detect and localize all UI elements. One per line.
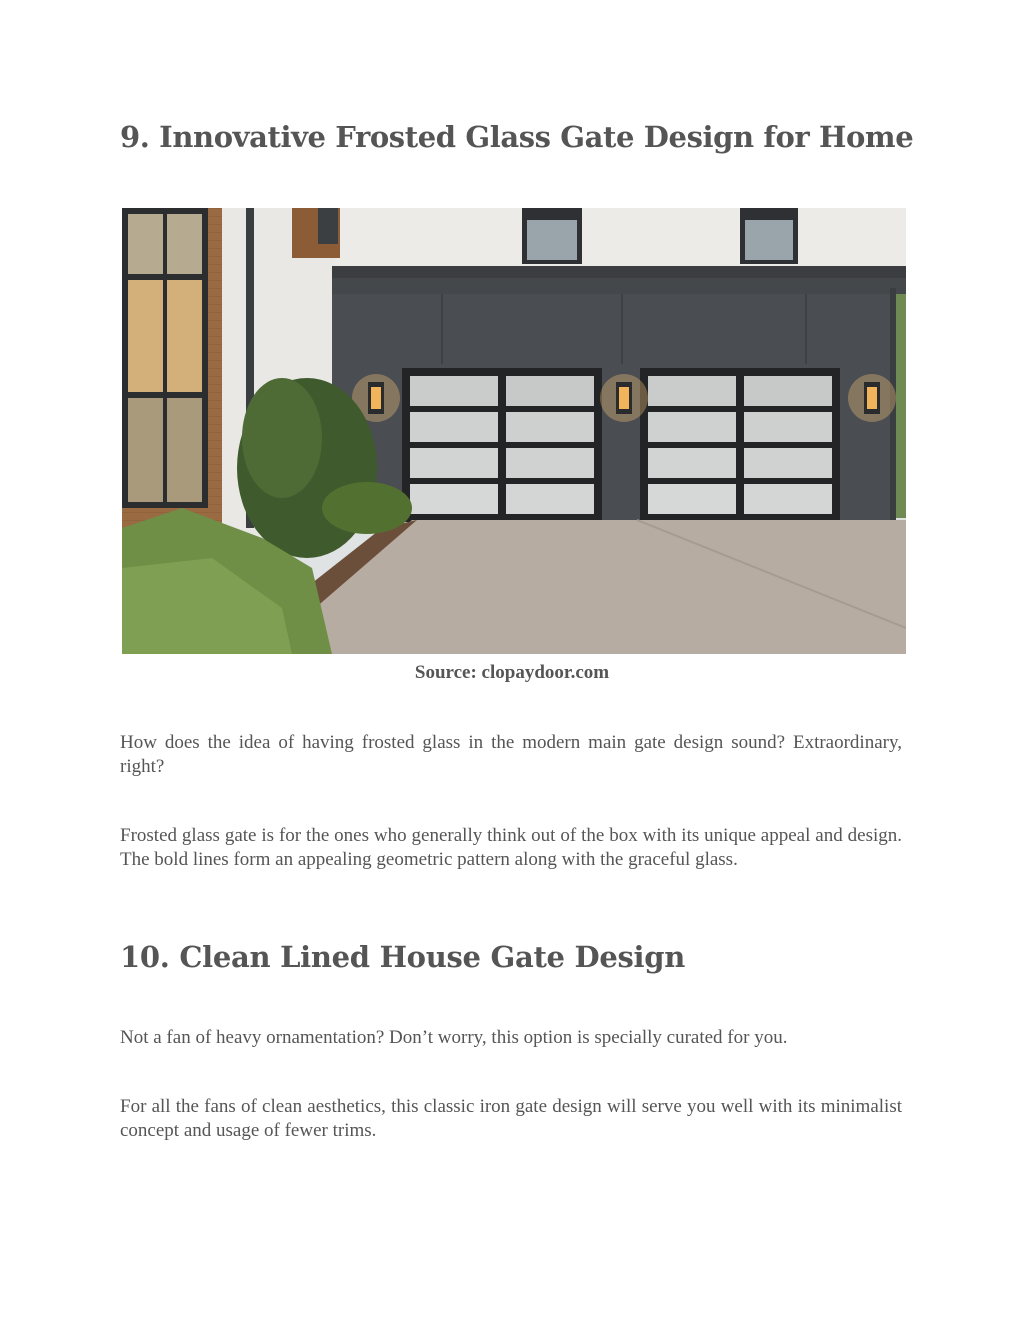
section-10-heading: 10. Clean Lined House Gate Design — [120, 940, 685, 974]
paragraph: How does the idea of having frosted glass in the modern main gate design sound? Extraordinary, right? — [120, 732, 902, 777]
frosted-glass-garage-photo — [122, 208, 906, 654]
section-9-heading: 9. Innovative Frosted Glass Gate Design for Home — [120, 120, 914, 154]
paragraph: Not a fan of heavy ornamentation? Don’t worry, this option is specially curated for you. — [120, 1027, 788, 1048]
image-caption: Source: clopaydoor.com — [414, 662, 610, 683]
paragraph: For all the fans of clean aesthetics, this classic iron gate design will serve you well with its minimalist concept and usage of fewer trims. — [120, 1096, 902, 1141]
paragraph: Frosted glass gate is for the ones who generally think out of the box with its unique appeal and design. The bold lines form an appealing geometric pattern along with the graceful glass. — [120, 825, 902, 870]
